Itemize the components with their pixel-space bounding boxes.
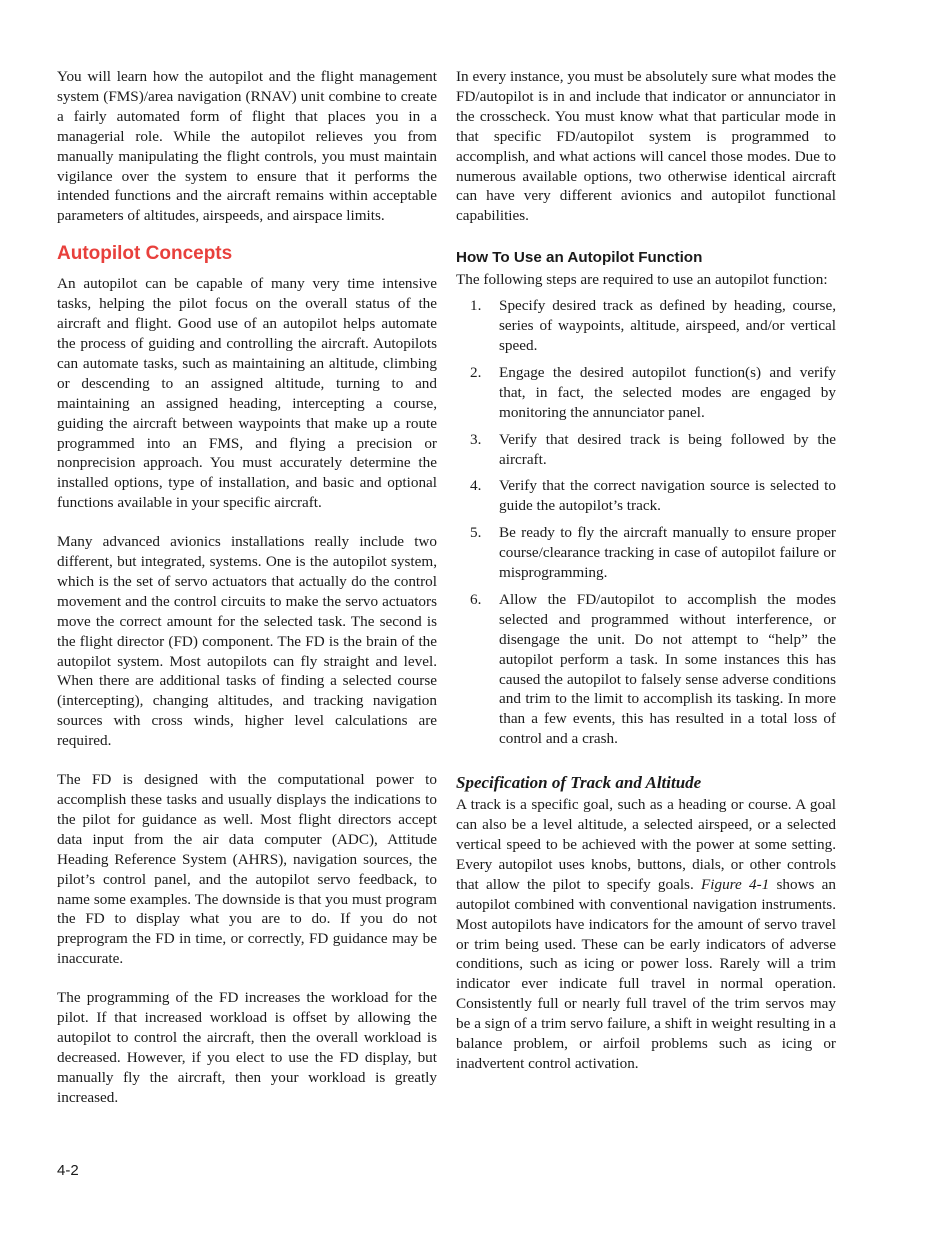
step-text: Specify desired track as defined by heading, course, series of waypoints, altitude, airspeed, and/or vertical speed. (499, 297, 836, 354)
list-item (456, 476, 836, 516)
list-item (456, 363, 836, 423)
step-number: 6. (470, 590, 482, 608)
spec-text-b: shows an autopilot combined with conventional navigation instruments. Most autopilots have indicators for the amount of servo travel or trim being used. These can be early indicators of adverse conditions, such as icing or power loss. Rarely will a trim indicator ever indicate full travel in normal operation. Consistently full or nearly full travel of the trim servos may be a sign of a trim servo failure, a shift in weight resulting in a balance problem, or airfoil problems such as icing or inadvertent control activation. (456, 875, 837, 1072)
paragraph-modes-crosscheck: In every instance, you must be absolutely sure what modes the FD/autopilot is in and include that indicator or annunciator in the crosscheck. You must know what that particular mode in that specific FD/autopilot system is programmed to accomplish, and what actions will cancel those modes. Due to numerous available options, two otherwise identical aircraft can have very different avionics and autopilot functional capabilities. (456, 68, 837, 225)
figure-reference: Figure 4-1 (701, 875, 770, 893)
paragraph-autopilot-tasks: An autopilot can be capable of many very time intensive tasks, helping the pilot focus on the overall status of the aircraft and flight. Good use of an autopilot helps automate the process of guiding and controlling the aircraft. Autopilots can automate tasks, such as maintaining an altitude, climbing or descending to an assigned altitude, turning to and maintaining an assigned heading, intercepting a course, guiding the aircraft between waypoints that make up a route programmed into an FMS, and flying a precision or nonprecision approach. You must accurately determine the installed options, type of installation, and basic and optional functions available in your specific aircraft. (57, 275, 437, 512)
section-title-autopilot-concepts: Autopilot Concepts (57, 243, 233, 265)
step-number: 4. (470, 477, 482, 495)
step-number: 3. (470, 430, 482, 448)
list-item (456, 523, 836, 583)
step-text: Allow the FD/autopilot to accomplish the modes selected and programmed without interference, or disengage the unit. Do not attempt to “help” the autopilot perform a task. In some instances this has caused the autopilot to falsely sense adverse conditions and trim to the limit to accomplish its tasking. In more than a few events, this has resulted in a total loss of control and a crash. (499, 590, 836, 748)
subheading-specification-track-altitude: Specification of Track and Altitude (456, 773, 702, 793)
spec-text-a: A track is a specific goal, such as a heading or course. A goal can also be a level altitude, a selected airspeed, or a selected vertical speed to be achieved with the power at some setting. Every autopilot uses knobs, buttons, dials, or other controls that allow the pilot to specify goals. (456, 796, 836, 893)
list-item (456, 430, 836, 470)
step-number: 1. (470, 297, 482, 315)
paragraph-fd-design: The FD is designed with the computational power to accomplish these tasks and usually displays the indications to the pilot for guidance as well. Most flight directors accept data input from the air data computer (ADC), Attitude Heading Reference System (AHRS), navigation sources, the pilot’s control panel, and the autopilot servo feedback, to name some examples. The downside is that you must program the FD to display what you are to do. If you do not preprogram the FD in time, or correctly, FD guidance may be inaccurate. (57, 771, 437, 968)
steps-intro: The following steps are required to use an autopilot function: (456, 271, 828, 289)
step-number: 5. (470, 524, 482, 542)
left-column (57, 67, 437, 1108)
step-text: Verify that the correct navigation source is selected to guide the autopilot’s track. (499, 477, 836, 515)
step-text: Engage the desired autopilot function(s) and verify that, in fact, the selected modes are engaged by monitoring the annunciator panel. (499, 363, 836, 421)
list-item (456, 590, 836, 749)
step-text: Be ready to fly the aircraft manually to ensure proper course/clearance tracking in case of autopilot failure or misprogramming. (499, 524, 836, 582)
paragraph-integrated-systems: Many advanced avionics installations really include two different, but integrated, systems. One is the autopilot system, which is the set of servo actuators that actually do the control movement and the control circuits to make the servo actuators move the correct amount for the selected task. The second is the flight director (FD) component. The FD is the brain of the autopilot system. Most autopilots can fly straight and level. When there are additional tasks of finding a selected course (intercepting), changing altitudes, and tracking navigation sources with cross winds, higher level calculations are required. (57, 533, 437, 750)
page-number: 4-2 (57, 1162, 79, 1179)
right-column (456, 67, 836, 1074)
list-item (456, 296, 836, 356)
intro-paragraph: You will learn how the autopilot and the flight management system (FMS)/area navigation (RNAV) unit combine to create a fairly automated form of flight that places you in a managerial role. While the autopilot relieves you from manually manipulating the flight controls, you must maintain vigilance over the system to ensure that it performs the intended functions and the aircraft remains within acceptable parameters of altitudes, airspeeds, and airspace limits. (57, 68, 437, 225)
paragraph-fd-workload: The programming of the FD increases the workload for the pilot. If that increased workload is offset by allowing the autopilot to control the aircraft, then the overall workload is decreased. However, if you elect to use the FD display, but manually fly the aircraft, then your workload is greatly increased. (57, 989, 437, 1106)
steps-list (456, 296, 836, 749)
paragraph-track-specification (456, 795, 836, 1074)
step-text: Verify that desired track is being followed by the aircraft. (499, 430, 836, 468)
step-number: 2. (470, 363, 482, 381)
subheading-how-to-use: How To Use an Autopilot Function (456, 249, 703, 267)
